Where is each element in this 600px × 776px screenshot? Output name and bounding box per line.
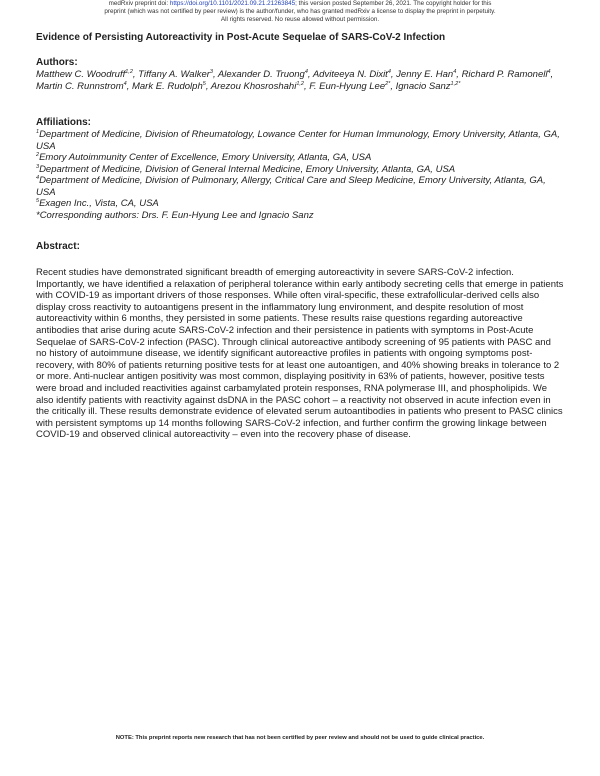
abstract-heading: Abstract: (36, 241, 80, 252)
affiliation: $^5$Exagen Inc., Vista, CA, USA (36, 197, 159, 209)
peer-review-note: NOTE: This preprint reports new research that has not been certified by peer review and should not be used to guide clinical practice. (115, 735, 485, 741)
author: Adviteeya N. Dixit$^4$, (312, 68, 397, 80)
author: Jenny E. Han$^4$, (396, 68, 462, 80)
author: F. Eun-Hyung Lee$^{2*}$, (309, 80, 396, 92)
affiliations-heading: Affiliations: (36, 117, 91, 128)
affiliation: $^3$Department of Medicine, Division of General Internal Medicine, Emory University, Atlanta, GA, USA (36, 163, 456, 175)
author: Martin C. Runnstrom$^4$, (36, 80, 132, 92)
author: Richard P. Ramonell$^4$, (461, 68, 554, 80)
author: Mark E. Rudolph$^5$, (131, 80, 211, 92)
author: Ignacio Sanz$^{1,2*}$ (395, 80, 461, 92)
affiliation-list (36, 129, 564, 221)
doi-link[interactable]: https://doi.org/10.1101/2021.09.21.21263845 (169, 0, 296, 7)
banner-line-2: preprint (which was not certified by peer review) is the author/funder, who has granted medRxiv a license to display the preprint in perpetuity. (104, 8, 496, 15)
preprint-banner (40, 0, 560, 24)
author: Alexander D. Truong$^4$, (217, 68, 313, 80)
author-list (36, 69, 564, 92)
affiliation: $^2$Emory Autoimmunity Center of Excellence, Emory University, Atlanta, GA, USA (36, 151, 372, 163)
banner-line-1: medRxiv preprint doi: https://doi.org/10.1101/2021.09.21.21263845; this version posted September 26, 2021. The copyright holder for this (108, 0, 492, 7)
author: Tiffany A. Walker$^3$, (138, 68, 218, 80)
authors-heading: Authors: (36, 57, 78, 68)
abstract-text: Recent studies have demonstrated significant breadth of emerging autoreactivity in severe SARS-CoV-2 infection. Importantly, we have identified a relaxation of peripheral tolerance within early antibody secreting cells that emerge in patients with COVID-19 as important drivers of those responses. While often viral-specific, these extrafollicular-derived cells also display cross reactivity to autoantigens present in the inflammatory lung environment, and despite resolution of most autoreactivity within 6 months, they persisted in some patients. These results raise questions regarding autoreactive antibodies that arise during acute SARS-CoV-2 infection and their persistence in patients with symptoms in Post-Acute Sequelae of SARS-CoV-2 infection (PASC). Through clinical autoreactive antibody screening of 95 patients with PASC and no history of autoimmune disease, we identify significant autoreactive profiles in patients with ongoing symptoms post-recovery, with 80% of patients returning positive tests for at least one autoantigen, and 40% showing breaks in tolerance to 2 or more. Anti-nuclear antigen positivity was most common, displaying positivity in 63% of patients, however, positive tests were broad and included reactivities against carbamylated protein responses, RNA polymerase III, and phospholipids. We also identify patients with reactivity against dsDNA in the PASC cohort – a reactivity not observed in acute infection even in the critically ill. These results demonstrate evidence of elevated serum autoantibodies in patients who present to PASC clinics with persistent symptoms up 14 months following SARS-CoV-2 infection, and further confirm the growing linkage between COVID-19 and observed clinical autoreactivity – even into the recovery phase of disease. (36, 267, 564, 441)
author: Arezou Khosroshahi$^{1,2}$, (210, 80, 310, 92)
corresponding-authors: *Corresponding authors: Drs. F. Eun-Hyung Lee and Ignacio Sanz (36, 209, 314, 221)
paper-title: Evidence of Persisting Autoreactivity in Post-Acute Sequelae of SARS-CoV-2 Infection (36, 32, 446, 43)
banner-line-3: All rights reserved. No reuse allowed without permission. (220, 16, 380, 23)
affiliation: $^4$Department of Medicine, Division of Pulmonary, Allergy, Critical Care and Sleep Medicine, Emory University, Atlanta, GA, USA (36, 174, 546, 198)
affiliation: $^1$Department of Medicine, Division of Rheumatology, Lowance Center for Human Immunology, Emory University, Atlanta, GA, USA (36, 128, 560, 152)
author: Matthew C. Woodruff$^{1,2}$, (36, 68, 139, 80)
